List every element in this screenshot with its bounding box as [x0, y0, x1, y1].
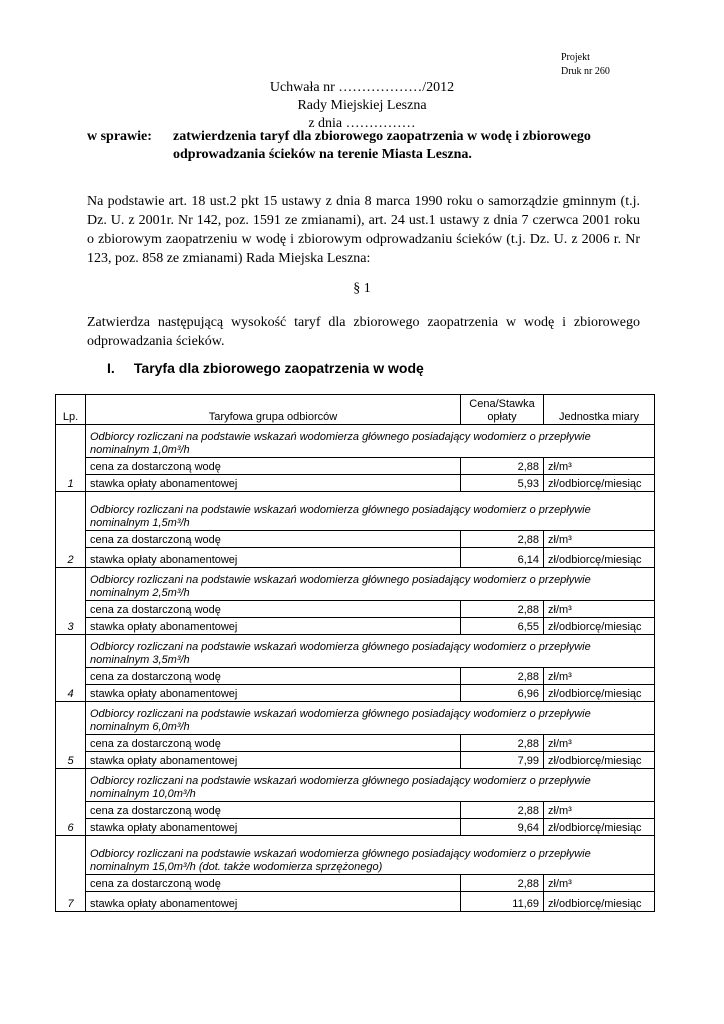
col-header-price-line2: opłaty [487, 411, 517, 423]
col-header-lp: Lp. [56, 395, 86, 425]
water-price-label: cena za dostarczoną wodę [86, 601, 461, 618]
subscription-fee-label: stawka opłaty abonamentowej [86, 819, 461, 836]
water-price-label: cena za dostarczoną wodę [86, 735, 461, 752]
table-row-subscription-fee [56, 475, 655, 492]
table-row-water-price [56, 458, 655, 475]
table-header-row [56, 395, 655, 425]
table-row-subscription-fee [56, 819, 655, 836]
section-heading-number: I. [107, 360, 115, 376]
customer-group-description: Odbiorcy rozliczani na podstawie wskazań wodomierza głównego posiadający wodomierz o przepływie nominalnym 3,5m³/h [86, 635, 655, 668]
water-price-unit: zł/m³ [544, 458, 655, 475]
subscription-fee-label: stawka opłaty abonamentowej [86, 892, 461, 912]
subscription-fee-label: stawka opłaty abonamentowej [86, 752, 461, 769]
row-number: 4 [56, 635, 86, 702]
water-price-unit: zł/m³ [544, 802, 655, 819]
water-price-value: 2,88 [461, 458, 544, 475]
customer-group-description: Odbiorcy rozliczani na podstawie wskazań wodomierza głównego posiadający wodomierz o przepływie nominalnym 6,0m³/h [86, 702, 655, 735]
water-price-unit: zł/m³ [544, 668, 655, 685]
row-number: 7 [56, 836, 86, 912]
customer-group-description: Odbiorcy rozliczani na podstawie wskazań wodomierza głównego posiadający wodomierz o przepływie nominalnym 1,0m³/h [86, 425, 655, 458]
subscription-fee-unit: zł/odbiorcę/miesiąc [544, 752, 655, 769]
section-heading-text: Taryfa dla zbiorowego zaopatrzenia w wodę [133, 360, 424, 376]
table-row-subscription-fee [56, 618, 655, 635]
water-price-value: 2,88 [461, 875, 544, 892]
draft-note [561, 51, 610, 79]
water-price-label: cena za dostarczoną wodę [86, 802, 461, 819]
table-row-water-price [56, 668, 655, 685]
subscription-fee-value: 9,64 [461, 819, 544, 836]
subscription-fee-label: stawka opłaty abonamentowej [86, 548, 461, 568]
subscription-fee-label: stawka opłaty abonamentowej [86, 685, 461, 702]
table-row-water-price [56, 531, 655, 548]
col-header-price [461, 395, 544, 425]
table-row-description [56, 769, 655, 802]
tariff-table [55, 394, 655, 912]
table-row-water-price [56, 601, 655, 618]
subscription-fee-unit: zł/odbiorcę/miesiąc [544, 819, 655, 836]
col-header-price-line1: Cena/Stawka [469, 398, 535, 410]
customer-group-description: Odbiorcy rozliczani na podstawie wskazań wodomierza głównego posiadający wodomierz o przepływie nominalnym 2,5m³/h [86, 568, 655, 601]
row-number: 6 [56, 769, 86, 836]
subscription-fee-value: 6,96 [461, 685, 544, 702]
row-number: 2 [56, 492, 86, 568]
print-number: Druk nr 260 [561, 66, 610, 77]
section-heading [107, 360, 424, 376]
table-row-subscription-fee [56, 685, 655, 702]
subscription-fee-label: stawka opłaty abonamentowej [86, 618, 461, 635]
table-row-description [56, 568, 655, 601]
table-row-water-price [56, 735, 655, 752]
water-price-unit: zł/m³ [544, 735, 655, 752]
subject-label: w sprawie: [87, 129, 152, 144]
legal-basis-paragraph: Na podstawie art. 18 ust.2 pkt 15 ustawy z dnia 8 marca 1990 roku o samorządzie gminnym (t.j. Dz. U. z 2001r. Nr 142, poz. 1591 ze zmianami), art. 24 ust.1 ustawy z dnia 7 czerwca 2001 roku o zbiorowym zaopatrzeniu w wodę i zbiorowym odprowadzaniu ścieków (t.j. Dz. U. z 2006 r. Nr 123, poz. 858 ze zmianami) Rada Miejska Leszna: [87, 194, 640, 266]
water-price-value: 2,88 [461, 802, 544, 819]
water-price-unit: zł/m³ [544, 601, 655, 618]
subscription-fee-value: 6,55 [461, 618, 544, 635]
subscription-fee-unit: zł/odbiorcę/miesiąc [544, 475, 655, 492]
resolution-number: Uchwała nr ………………/2012 [269, 80, 455, 95]
water-price-value: 2,88 [461, 531, 544, 548]
customer-group-description: Odbiorcy rozliczani na podstawie wskazań wodomierza głównego posiadający wodomierz o przepływie nominalnym 15,0m³/h (dot. także wodomierza sprzężonego) [86, 836, 655, 875]
water-price-value: 2,88 [461, 601, 544, 618]
table-row-description [56, 836, 655, 875]
row-number: 3 [56, 568, 86, 635]
customer-group-description: Odbiorcy rozliczani na podstawie wskazań wodomierza głównego posiadający wodomierz o przepływie nominalnym 1,5m³/h [86, 492, 655, 531]
table-row-description [56, 635, 655, 668]
water-price-label: cena za dostarczoną wodę [86, 531, 461, 548]
subscription-fee-label: stawka opłaty abonamentowej [86, 475, 461, 492]
draft-label: Projekt [561, 52, 590, 63]
table-row-description [56, 425, 655, 458]
table-row-subscription-fee [56, 752, 655, 769]
council-name: Rady Miejskiej Leszna [297, 98, 427, 113]
water-price-value: 2,88 [461, 735, 544, 752]
subscription-fee-unit: zł/odbiorcę/miesiąc [544, 548, 655, 568]
subscription-fee-unit: zł/odbiorcę/miesiąc [544, 892, 655, 912]
row-number: 1 [56, 425, 86, 492]
table-row-subscription-fee [56, 892, 655, 912]
table-row-description [56, 492, 655, 531]
table-row-description [56, 702, 655, 735]
water-price-label: cena za dostarczoną wodę [86, 875, 461, 892]
water-price-value: 2,88 [461, 668, 544, 685]
table-row-water-price [56, 802, 655, 819]
water-price-label: cena za dostarczoną wodę [86, 668, 461, 685]
row-number: 5 [56, 702, 86, 769]
subject-text: zatwierdzenia taryf dla zbiorowego zaopatrzenia w wodę i zbiorowego odprowadzania ścieków na terenie Miasta Leszna. [173, 129, 591, 162]
col-header-group: Taryfowa grupa odbiorców [86, 395, 461, 425]
table-row-subscription-fee [56, 548, 655, 568]
water-price-label: cena za dostarczoną wodę [86, 458, 461, 475]
resolution-title [0, 79, 724, 133]
intro-paragraph: Zatwierdza następującą wysokość taryf dla zbiorowego zaopatrzenia w wodę i zbiorowego odprowadzania ścieków. [87, 315, 640, 349]
water-price-unit: zł/m³ [544, 531, 655, 548]
col-header-unit: Jednostka miary [544, 395, 655, 425]
table-row-water-price [56, 875, 655, 892]
resolution-date: z dnia …………… [308, 116, 416, 131]
subscription-fee-unit: zł/odbiorcę/miesiąc [544, 685, 655, 702]
subscription-fee-value: 6,14 [461, 548, 544, 568]
section-mark: § 1 [353, 281, 371, 296]
subscription-fee-value: 7,99 [461, 752, 544, 769]
customer-group-description: Odbiorcy rozliczani na podstawie wskazań wodomierza głównego posiadający wodomierz o przepływie nominalnym 10,0m³/h [86, 769, 655, 802]
subscription-fee-unit: zł/odbiorcę/miesiąc [544, 618, 655, 635]
water-price-unit: zł/m³ [544, 875, 655, 892]
subscription-fee-value: 11,69 [461, 892, 544, 912]
subscription-fee-value: 5,93 [461, 475, 544, 492]
